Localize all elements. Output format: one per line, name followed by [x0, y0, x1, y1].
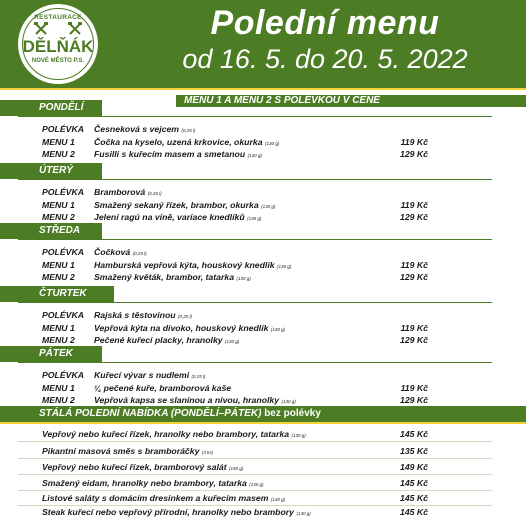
menu-row-label: MENU 2	[42, 395, 75, 405]
menu-row-price: 129 Kč	[399, 335, 428, 345]
dish-name: Pečené kuřecí placky, hranolky	[94, 335, 223, 345]
dish-quantity: (130 g)	[270, 326, 286, 332]
dish-name: Hamburská vepřová kýta, houskový knedlík	[94, 259, 275, 270]
row-divider	[18, 490, 492, 491]
dish-quantity: (130 g)	[281, 399, 296, 404]
day-tab: ČTURTEK	[0, 286, 114, 302]
standing-offer-price: 135 Kč	[399, 446, 428, 456]
day-divider	[18, 239, 492, 240]
dish-name: ¼ pečené kuře, bramborová kaše	[94, 382, 232, 393]
standing-offer-description	[42, 492, 285, 506]
menu-row-description	[94, 271, 251, 285]
standing-offer-description	[42, 428, 306, 442]
dish-quantity: (0,25 l)	[178, 314, 193, 319]
menu-row-label: POLÉVKA	[42, 370, 84, 380]
menu-row-label: MENU 2	[42, 335, 75, 345]
dish-quantity: (130 g)	[225, 339, 240, 344]
dish-name: Rajská s těstovinou	[94, 310, 176, 320]
menu-row-price: 129 Kč	[399, 212, 428, 222]
menu-row-description	[94, 148, 262, 162]
dish-quantity: (130 g)	[247, 216, 262, 221]
soup-included-note: MENU 1 A MENU 2 S POLÉVKOU V CENĚ	[184, 95, 380, 106]
page-title: Polední menu	[210, 4, 440, 42]
day-divider	[18, 362, 492, 363]
day-divider	[18, 179, 492, 180]
crossed-tools-icon-right	[68, 22, 82, 36]
dish-quantity: (0,25 l)	[191, 374, 206, 379]
dish-name: Listové saláty s domácím dresinkem a kuřecím masem	[42, 493, 269, 503]
dish-quantity: (130 g)	[296, 511, 311, 516]
dish-name: Vepřový nebo kuřecí řízek, hranolky nebo brambory, tatarka	[42, 429, 290, 439]
standing-offer-description	[42, 445, 213, 459]
menu-row-price: 119 Kč	[400, 382, 428, 393]
standing-offer-price: 145 Kč	[399, 507, 428, 517]
standing-offer-row	[0, 492, 526, 504]
day-divider	[18, 116, 492, 117]
menu-row	[0, 334, 526, 346]
standing-offer-row	[0, 445, 526, 457]
standing-stripe	[0, 422, 526, 424]
menu-row	[0, 309, 526, 321]
menu-row	[0, 148, 526, 160]
standing-offer-price: 149 Kč	[399, 462, 428, 472]
menu-row-description	[94, 211, 261, 225]
dish-quantity: (0,25 l)	[147, 191, 162, 196]
dish-name: Vepřový nebo kuřecí řízek, bramborový salát	[42, 462, 227, 472]
menu-row	[0, 259, 526, 271]
menu-row	[0, 271, 526, 283]
dish-name: Česneková s vejcem	[94, 124, 180, 134]
dish-quantity: (0,25 l)	[132, 251, 147, 256]
row-divider	[18, 458, 492, 459]
standing-offer-row	[0, 506, 526, 518]
menu-row-label: POLÉVKA	[42, 247, 84, 257]
dish-name: Jelení ragú na víně, variace knedlíků	[94, 212, 245, 222]
logo-top-text: RESTAURACE	[34, 14, 82, 21]
dish-name: Pikantní masová směs s bramboráčky	[42, 446, 200, 456]
standing-offer-price: 145 Kč	[399, 493, 428, 503]
standing-offer-row	[0, 461, 526, 473]
dish-name: Steak kuřecí nebo vepřový přírodní, hranolky nebo brambory	[42, 507, 295, 517]
logo-name: DĚLŇÁK	[22, 37, 94, 56]
dish-name: Smažený květák, brambor, tatarka	[94, 272, 235, 282]
menu-row	[0, 199, 526, 211]
standing-offer-description	[42, 461, 243, 475]
standing-offer-description	[42, 477, 264, 491]
day-tab: PONDĚLÍ	[0, 100, 102, 116]
dish-quantity: (130 g)	[264, 140, 280, 146]
dish-quantity: (130 g)	[270, 497, 286, 502]
menu-row-label: MENU 2	[42, 149, 75, 159]
menu-row-label: POLÉVKA	[42, 310, 84, 320]
menu-row-label: MENU 1	[42, 382, 75, 393]
menu-row-label: POLÉVKA	[42, 124, 84, 134]
menu-row	[0, 369, 526, 381]
dish-quantity: (130 g)	[277, 263, 292, 269]
dish-name: Fusilli s kuřecím masem a smetanou	[94, 149, 246, 159]
dish-name: Čočková	[94, 247, 131, 257]
menu-row-label: MENU 2	[42, 272, 75, 282]
dish-name: Čočka na kyselo, uzená krkovice, okurka	[94, 136, 263, 147]
standing-offer-description	[42, 506, 311, 520]
crossed-tools-icon	[34, 22, 48, 36]
dish-name: Smažený eidam, hranolky nebo brambory, tatarka	[42, 478, 247, 488]
menu-row-label: MENU 1	[42, 199, 75, 210]
logo-location: NOVÉ MĚSTO P.S.	[31, 58, 85, 64]
menu-row	[0, 211, 526, 223]
menu-row-label: POLÉVKA	[42, 187, 84, 197]
menu-row-price: 119 Kč	[400, 199, 428, 210]
row-divider	[18, 441, 492, 442]
menu-row-price: 119 Kč	[400, 136, 428, 147]
menu-row-description	[94, 334, 239, 348]
day-tab: STŘEDA	[0, 223, 102, 239]
date-range: od 16. 5. do 20. 5. 2022	[182, 44, 468, 74]
menu-row	[0, 382, 526, 394]
dish-quantity: (130 g)	[236, 276, 251, 281]
menu-row-price: 129 Kč	[399, 149, 428, 159]
dish-name: Vepřová kýta na divoko, houskový knedlík	[94, 322, 269, 333]
day-divider	[18, 302, 492, 303]
menu-row	[0, 136, 526, 148]
header-banner	[0, 0, 526, 88]
dish-quantity: (3 ks)	[201, 450, 214, 455]
standing-offer-row	[0, 477, 526, 489]
day-tab: PÁTEK	[0, 346, 102, 362]
standing-offer-subtitle: bez polévky	[261, 408, 321, 419]
menu-row-price: 119 Kč	[400, 322, 428, 333]
dish-quantity: (130 g)	[291, 433, 306, 438]
dish-quantity: (130 g)	[249, 482, 264, 487]
dish-name: Vepřová kapsa se slaninou a nivou, hranolky	[94, 395, 280, 405]
dish-name: Bramborová	[94, 187, 146, 197]
menu-row-label: MENU 1	[42, 259, 75, 270]
dish-quantity: (0,25 l)	[181, 128, 196, 133]
menu-row-price: 119 Kč	[400, 259, 428, 270]
menu-row	[0, 186, 526, 198]
row-divider	[18, 474, 492, 475]
menu-row-price: 129 Kč	[399, 395, 428, 405]
menu-row-label: MENU 1	[42, 322, 75, 333]
standing-offer-price: 145 Kč	[399, 478, 428, 488]
standing-offer-price: 145 Kč	[399, 429, 428, 439]
menu-row-price: 129 Kč	[399, 272, 428, 282]
menu-row-label: MENU 2	[42, 212, 75, 222]
menu-row	[0, 246, 526, 258]
menu-row	[0, 322, 526, 334]
menu-row	[0, 394, 526, 406]
standing-offer-title: STÁLÁ POLEDNÍ NABÍDKA (PONDĚLÍ–PÁTEK)	[39, 408, 262, 419]
header-stripe	[0, 88, 526, 90]
standing-offer-tab	[0, 406, 526, 422]
dish-name: Smažený sekaný řízek, brambor, okurka	[94, 199, 259, 210]
dish-quantity: (130 g)	[261, 203, 276, 209]
menu-row-label: MENU 1	[42, 136, 75, 147]
standing-offer-row	[0, 428, 526, 440]
day-tab: ÚTERÝ	[0, 163, 102, 179]
dish-quantity: (150 g)	[229, 466, 244, 471]
restaurant-logo	[18, 4, 98, 84]
dish-name: Kuřecí vývar s nudlemi	[94, 370, 190, 380]
menu-row	[0, 123, 526, 135]
dish-quantity: (130 g)	[247, 153, 262, 158]
